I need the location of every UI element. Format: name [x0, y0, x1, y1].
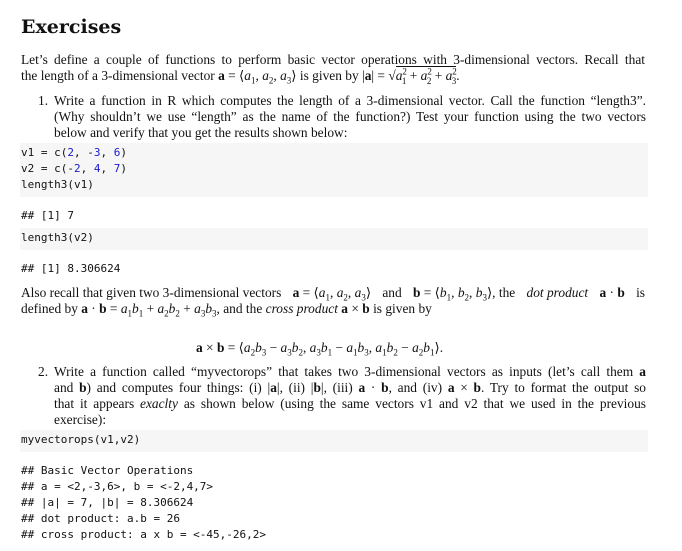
ex2-line-3: that it appears exaclty as shown below (using the same vectors v1 and v2 that we used in the previous	[54, 396, 646, 411]
code-line-myvectorops: myvectorops(v1,v2)	[21, 433, 141, 446]
dot-line-2-mid: , and the	[216, 301, 263, 316]
dot-product-term: dot product	[526, 285, 589, 300]
intro-line-1-text: Let’s define a couple of functions to perform basic vector operations with 3-dimensional vectors. Recall that	[21, 52, 645, 67]
output-3-line: ## dot product: a.b = 26	[21, 512, 180, 525]
dot-line-2	[21, 301, 432, 317]
intro-vector-def: = $⟨a_1$, $a_2$, $a_3⟩$	[224, 68, 297, 86]
ex2-line-1: Write a function called “myvectorops” that takes two 3-dimensional vectors as inputs (let’s call them a	[54, 364, 646, 379]
dot-line-2-pre: defined by	[21, 301, 78, 316]
ex1-line-2-text: (Why shouldn’t we use “length” as the name of the function?) Test your function using the two vectors	[54, 109, 646, 124]
intro-line-2-pre: the length of a 3-dimensional vector	[21, 68, 215, 83]
output-3-line: ## cross product: a x b = <-45,-26,2>	[21, 528, 267, 541]
intro-vec-a: a	[218, 68, 225, 83]
code-line-v1: v1 = c(2, -3, 6)	[21, 146, 127, 159]
output-1: ## [1] 7	[21, 209, 74, 222]
dot-vector-b: $b = ⟨b_1$, $b_2$, $b_3⟩$, the	[412, 285, 516, 303]
dot-and: and	[382, 285, 402, 300]
ex1-number: 1.	[38, 93, 49, 108]
code-block-2	[20, 228, 648, 250]
ex1-line-3: below and verify that you get the results shown below:	[54, 125, 348, 140]
code-block-1	[20, 143, 648, 197]
cross-product-term: cross product	[265, 301, 338, 316]
cross-a-x-b: a × b	[341, 301, 370, 316]
intro-line-2-post: | =	[371, 68, 389, 83]
code-line-length3-v1: length3(v1)	[21, 178, 94, 191]
ex1-line-1	[54, 93, 646, 109]
dot-line-1	[21, 285, 645, 301]
sqrt-icon: √	[388, 68, 396, 83]
dot-is: is	[636, 285, 645, 300]
intro-norm-a: a	[364, 68, 372, 83]
output-3-line: ## a = <2,-3,6>, b = <-2,4,7>	[21, 480, 214, 493]
dot-a-dot-b: a · b	[599, 285, 625, 300]
ex2-line-4: exercise):	[54, 412, 107, 427]
dot-line-1-pre: Also recall that given two 3-dimensional vectors	[21, 285, 282, 300]
ex2-number: 2.	[38, 364, 49, 379]
code-line-v2: v2 = c(-2, 4, 7)	[21, 162, 127, 175]
dot-line-2-post: is given by	[373, 301, 432, 316]
intro-end: .	[456, 68, 460, 83]
output-3	[21, 463, 266, 543]
ex2-line-2: and b) and computes four things: (i) |a|, (ii) |b|, (iii) a · b, and (iv) a × b. Try to format the output so	[54, 380, 646, 395]
output-3-line: ## Basic Vector Operations	[21, 464, 194, 477]
cross-formula: $a \times b = ⟨a_2b_3 - a_3b_2$, $a_3b_1 - a_1b_3$, $a_1b_2$ − $a_2b_1⟩$.	[196, 340, 444, 358]
ex1-line-1-text: Write a function in R which computes the length of a 3-dimensional vector. Call the function “length3”.	[54, 93, 646, 108]
dot-vector-a: $a = ⟨a_1$, $a_2$, $a_3⟩$	[292, 285, 372, 303]
code-line-length3-v2: length3(v2)	[21, 231, 94, 244]
ex1-line-2	[54, 109, 646, 125]
intro-line-2	[21, 68, 460, 84]
output-2: ## [1] 8.306624	[21, 262, 121, 275]
code-block-3	[20, 430, 648, 452]
dot-formula: $a \cdot b = a_1b_1 + a_2b_2 + a_3b_3$	[81, 301, 217, 319]
sqrt-content: $a^2_1 + a^2_2 + a^2_3$	[395, 66, 457, 86]
output-3-line: ## |a| = 7, |b| = 8.306624	[21, 496, 194, 509]
intro-line-1	[21, 52, 645, 68]
intro-line-2-mid: is given by |	[299, 68, 365, 83]
page-title: Exercises	[21, 16, 122, 38]
